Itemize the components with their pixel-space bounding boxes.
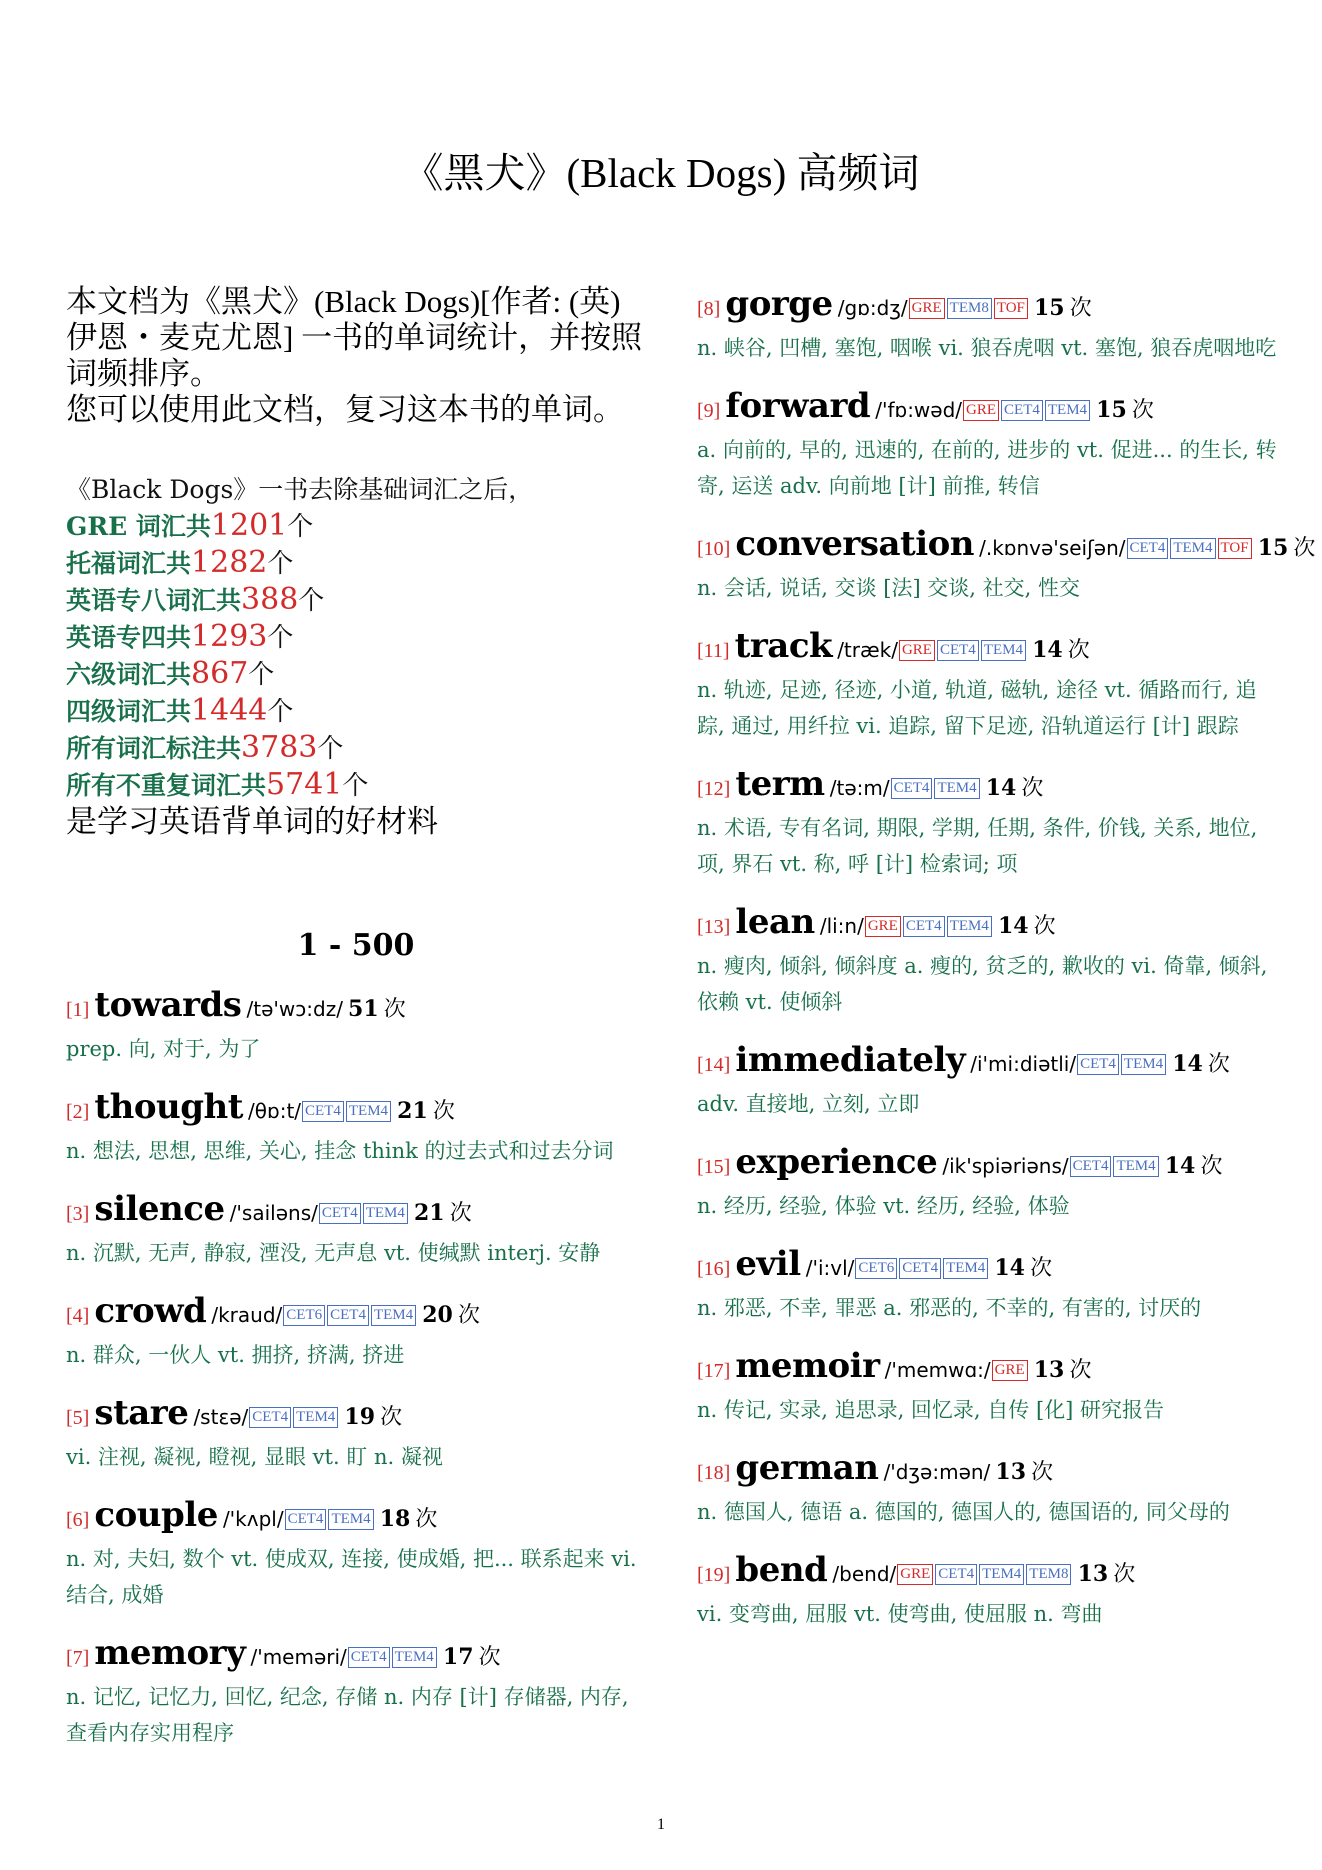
word-entry	[66, 1189, 646, 1271]
entry-head	[697, 1550, 1277, 1596]
entry-index: [6]	[66, 1509, 90, 1531]
entry-definition: n. 群众, 一伙人 vt. 拥挤, 挤满, 挤进	[66, 1343, 405, 1367]
stat-suffix: 共	[166, 697, 192, 726]
word-entry	[697, 1346, 1277, 1428]
stat-value: 388	[241, 582, 299, 617]
count-unit: 次	[1113, 1562, 1136, 1587]
tag-badge: CET4	[285, 1509, 327, 1530]
entry-ipa: /i'mi:diətli/	[970, 1052, 1077, 1076]
word-entry	[697, 626, 1277, 744]
entry-count: 14	[1172, 1051, 1203, 1077]
entry-word: stare	[94, 1393, 189, 1433]
entry-count: 14	[985, 775, 1017, 801]
tag-badge: GRE	[899, 640, 935, 661]
tag-badge: GRE	[963, 400, 999, 421]
entry-head	[66, 1291, 646, 1337]
range-heading: 1 - 500	[297, 928, 415, 963]
entry-word: immediately	[735, 1040, 966, 1080]
tag-badge: TEM8	[947, 298, 992, 319]
entry-ipa: /'dʒə:mən/	[883, 1460, 991, 1484]
entry-count: 14	[997, 913, 1029, 939]
entry-count: 15	[1034, 295, 1065, 321]
stat-line	[66, 582, 646, 619]
stat-line	[66, 767, 646, 804]
entry-definition: prep. 向, 对于, 为了	[66, 1037, 261, 1061]
stat-value: 1444	[191, 693, 268, 728]
page-number: 1	[657, 1816, 665, 1833]
entry-index: [13]	[697, 916, 731, 938]
tag-badge: CET4	[1077, 1054, 1119, 1075]
word-entry	[697, 1142, 1277, 1224]
entry-count: 19	[344, 1404, 376, 1430]
entry-count: 21	[397, 1098, 428, 1124]
word-entry	[697, 764, 1277, 882]
entry-head	[697, 1040, 1277, 1086]
tag-badge: TEM4	[947, 916, 992, 937]
entry-head	[66, 985, 646, 1031]
tag-badge: TEM4	[981, 640, 1026, 661]
tag-badge: TEM8	[1026, 1564, 1071, 1585]
count-unit: 次	[415, 1507, 438, 1532]
tag-badge: CET4	[1001, 400, 1043, 421]
word-entry	[66, 1291, 646, 1373]
entry-ipa: /'meməri/	[250, 1645, 347, 1669]
entry-head	[697, 1142, 1277, 1188]
entry-index: [11]	[697, 640, 730, 662]
entry-ipa: /stεə/	[193, 1405, 249, 1429]
tag-badge: CET4	[249, 1407, 291, 1428]
tag-badge: TOF	[1218, 538, 1252, 559]
stat-suffix: 共	[166, 549, 192, 578]
entries-right	[697, 284, 1316, 1632]
tag-badge: CET4	[937, 640, 979, 661]
tag-badge: TEM4	[1121, 1054, 1166, 1075]
stat-line	[66, 730, 646, 767]
entry-head	[697, 1448, 1277, 1494]
entry-count: 18	[379, 1506, 411, 1532]
tag-badge: GRE	[992, 1360, 1028, 1381]
entry-definition: n. 传记, 实录, 追思录, 回忆录, 自传 [化] 研究报告	[697, 1398, 1165, 1422]
entry-head	[697, 284, 1277, 330]
count-unit: 次	[478, 1645, 501, 1670]
entry-word: gorge	[725, 284, 833, 324]
count-unit: 次	[1131, 398, 1154, 423]
stat-unit: 个	[267, 697, 294, 727]
entry-word: forward	[725, 386, 871, 426]
entry-ipa: /tə'wɔ:dz/	[246, 997, 343, 1021]
stat-line	[66, 508, 646, 545]
tag-badge: TEM4	[1045, 400, 1090, 421]
entry-word: memory	[94, 1633, 246, 1673]
tag-badge: CET4	[903, 916, 945, 937]
entry-definition: vi. 变弯曲, 屈服 vt. 使弯曲, 使屈服 n. 弯曲	[697, 1602, 1103, 1626]
entry-definition: n. 瘦肉, 倾斜, 倾斜度 a. 瘦的, 贫乏的, 歉收的 vi. 倚靠, 倾斜, 依赖 vt. 使倾斜	[697, 954, 1268, 1014]
entry-head	[697, 386, 1277, 432]
entry-definition: n. 会话, 说话, 交谈 [法] 交谈, 社交, 性交	[697, 576, 1081, 600]
tag-badge: CET4	[302, 1101, 344, 1122]
right-column	[697, 284, 1316, 1652]
count-unit: 次	[1067, 638, 1090, 663]
entry-ipa: /'sailəns/	[229, 1201, 318, 1225]
count-unit: 次	[1030, 1256, 1053, 1281]
entry-definition: n. 德国人, 德语 a. 德国的, 德国人的, 德国语的, 同父母的	[697, 1500, 1230, 1524]
entry-count: 20	[422, 1302, 453, 1328]
tag-badge: CET4	[899, 1258, 941, 1279]
entry-head	[697, 1346, 1277, 1392]
entry-ipa: /tə:m/	[829, 776, 890, 800]
tag-badge: TEM4	[371, 1305, 416, 1326]
stat-unit: 个	[298, 586, 325, 616]
entry-definition: n. 沉默, 无声, 静寂, 湮没, 无声息 vt. 使缄默 interj. 安静	[66, 1241, 601, 1265]
entry-index: [2]	[66, 1101, 90, 1123]
entry-index: [18]	[697, 1462, 731, 1484]
page-title: 《黑犬》(Black Dogs) 高频词	[402, 150, 920, 196]
entry-index: [14]	[697, 1054, 731, 1076]
stats-head: 《Black Dogs》一书去除基础词汇之后，	[66, 475, 534, 504]
entry-head	[66, 1393, 646, 1439]
stats-list	[66, 508, 646, 804]
entry-word: thought	[94, 1087, 243, 1127]
tag-badge: CET4	[319, 1203, 361, 1224]
stat-value: 1282	[191, 545, 268, 580]
tag-badge: CET6	[855, 1258, 897, 1279]
tag-badge: TEM4	[293, 1407, 338, 1428]
entry-ipa: /θɒ:t/	[248, 1099, 302, 1123]
entry-ipa: /kraud/	[211, 1303, 283, 1327]
word-entry	[697, 1244, 1277, 1326]
entry-ipa: /li:n/	[819, 914, 864, 938]
entry-count: 15	[1096, 397, 1127, 423]
entry-count: 14	[1164, 1153, 1196, 1179]
entry-ipa: /ik'spiəriəns/	[942, 1154, 1069, 1178]
count-unit: 次	[1033, 914, 1056, 939]
stat-unit: 个	[317, 734, 344, 764]
entry-word: track	[734, 626, 833, 666]
stat-line	[66, 619, 646, 656]
intro-line-2: 您可以使用此文档，复习这本书的单词。	[66, 392, 624, 427]
entry-index: [1]	[66, 999, 90, 1021]
entry-word: lean	[735, 902, 815, 942]
tag-badge: CET4	[935, 1564, 977, 1585]
entry-word: crowd	[94, 1291, 207, 1331]
word-entry	[66, 1495, 646, 1613]
tag-badge: GRE	[909, 298, 945, 319]
entry-definition: n. 邪恶, 不幸, 罪恶 a. 邪恶的, 不幸的, 有害的, 讨厌的	[697, 1296, 1202, 1320]
entry-word: bend	[735, 1550, 828, 1590]
word-entry	[697, 1550, 1277, 1632]
entry-ipa: /bend/	[832, 1562, 897, 1586]
count-unit: 次	[457, 1303, 480, 1328]
word-entry	[66, 985, 646, 1067]
stat-label: 六级词汇	[66, 660, 167, 689]
entry-head	[66, 1087, 646, 1133]
intro	[66, 284, 646, 428]
entry-ipa: /'memwɑ:/	[884, 1358, 991, 1382]
entry-word: silence	[94, 1189, 225, 1229]
count-unit: 次	[1069, 296, 1092, 321]
stat-unit: 个	[342, 771, 369, 801]
stat-line	[66, 693, 646, 730]
entry-count: 17	[442, 1644, 474, 1670]
count-unit: 次	[380, 1405, 403, 1430]
entry-ipa: /gɒ:dʒ/	[837, 296, 908, 320]
stat-suffix: 共	[241, 771, 267, 800]
stat-suffix: 共	[166, 660, 192, 689]
entry-definition: n. 对, 夫妇, 数个 vt. 使成双, 连接, 使成婚, 把... 联系起来 vi. 结合, 成婚	[66, 1547, 637, 1607]
stat-label: 英语专四	[66, 623, 167, 652]
entry-head	[66, 1495, 646, 1541]
entry-count: 13	[1033, 1357, 1065, 1383]
entry-index: [3]	[66, 1203, 90, 1225]
count-unit: 次	[1293, 536, 1316, 561]
entry-ipa: /'i:vl/	[805, 1256, 855, 1280]
stat-value: 3783	[241, 730, 318, 765]
stat-line	[66, 656, 646, 693]
stat-line	[66, 545, 646, 582]
tag-badge: TEM4	[979, 1564, 1024, 1585]
word-entry	[697, 1448, 1277, 1530]
tag-badge: CET4	[1070, 1156, 1112, 1177]
entry-word: german	[735, 1448, 879, 1488]
entry-definition: a. 向前的, 早的, 迅速的, 在前的, 进步的 vt. 促进... 的生长, 转寄, 运送 adv. 向前地 [计] 前推, 转信	[697, 438, 1277, 498]
tag-badge: TEM4	[363, 1203, 408, 1224]
tag-badge: TEM4	[1170, 538, 1215, 559]
entry-count: 21	[413, 1200, 445, 1226]
stat-value: 1293	[191, 619, 268, 654]
entry-definition: n. 峡谷, 凹槽, 塞饱, 咽喉 vi. 狼吞虎咽 vt. 塞饱, 狼吞虎咽地吃	[697, 336, 1277, 360]
entry-word: conversation	[735, 524, 975, 564]
tag-badge: TEM4	[943, 1258, 988, 1279]
tag-badge: TEM4	[1113, 1156, 1158, 1177]
entry-word: experience	[735, 1142, 938, 1182]
entry-head	[697, 524, 1316, 570]
count-unit: 次	[432, 1099, 455, 1124]
entry-ipa: /'kʌpl/	[222, 1507, 284, 1531]
entry-word: memoir	[735, 1346, 880, 1386]
entry-ipa: /.kɒnvə'seiʃən/	[979, 536, 1126, 560]
stat-value: 867	[191, 656, 249, 691]
entry-definition: n. 记忆, 记忆力, 回忆, 纪念, 存储 n. 内存 [计] 存储器, 内存, 查看内存实用程序	[66, 1685, 629, 1745]
stat-unit: 个	[267, 623, 294, 653]
stat-unit: 个	[287, 512, 314, 542]
stat-suffix: 共	[216, 734, 242, 763]
entry-index: [7]	[66, 1647, 90, 1669]
entry-index: [17]	[697, 1360, 731, 1382]
stat-label: 托福词汇	[66, 549, 167, 578]
count-unit: 次	[1021, 776, 1044, 801]
tag-badge: TOF	[994, 298, 1028, 319]
tag-badge: TEM4	[346, 1101, 391, 1122]
entry-count: 13	[1077, 1561, 1109, 1587]
count-unit: 次	[383, 997, 406, 1022]
word-entry	[697, 1040, 1277, 1122]
entry-definition: n. 想法, 思想, 思维, 关心, 挂念 think 的过去式和过去分词	[66, 1139, 614, 1163]
tag-badge: TEM4	[328, 1509, 373, 1530]
word-entry	[697, 386, 1277, 504]
entry-head	[66, 1633, 646, 1679]
entry-index: [10]	[697, 538, 731, 560]
stat-suffix: 共	[185, 512, 211, 541]
entry-head	[697, 626, 1277, 672]
word-entry	[697, 524, 1316, 606]
entry-head	[66, 1189, 646, 1235]
stat-label: 所有词汇标注	[66, 734, 217, 763]
entry-definition: n. 经历, 经验, 体验 vt. 经历, 经验, 体验	[697, 1194, 1070, 1218]
count-unit: 次	[1200, 1154, 1223, 1179]
tag-badge: CET4	[1127, 538, 1169, 559]
entry-index: [4]	[66, 1305, 90, 1327]
tag-badge: CET4	[348, 1647, 390, 1668]
entry-definition: n. 轨迹, 足迹, 径迹, 小道, 轨道, 磁轨, 途径 vt. 循路而行, 追踪, 通过, 用纤拉 vi. 追踪, 留下足迹, 沿轨道运行 [计] 跟踪	[697, 678, 1257, 738]
entry-word: couple	[94, 1495, 218, 1535]
entry-index: [19]	[697, 1564, 731, 1586]
stat-unit: 个	[267, 549, 294, 579]
entry-definition: vi. 注视, 凝视, 瞪视, 显眼 vt. 盯 n. 凝视	[66, 1445, 443, 1469]
tag-badge: CET4	[891, 778, 933, 799]
entry-count: 14	[994, 1255, 1025, 1281]
intro-line-1: 本文档为《黑犬》(Black Dogs)[作者: (英) 伊恩・麦克尤恩] 一书的单词统计，并按照词频排序。	[66, 284, 643, 391]
stat-label: 英语专八词汇	[66, 586, 217, 615]
entry-count: 15	[1257, 535, 1289, 561]
count-unit: 次	[1207, 1052, 1230, 1077]
entry-index: [5]	[66, 1407, 90, 1429]
entry-count: 13	[995, 1459, 1027, 1485]
tag-badge: TEM4	[392, 1647, 437, 1668]
tag-badge: CET4	[327, 1305, 369, 1326]
count-unit: 次	[1031, 1460, 1054, 1485]
entry-definition: n. 术语, 专有名词, 期限, 学期, 任期, 条件, 价钱, 关系, 地位, 项, 界石 vt. 称, 呼 [计] 检索词; 项	[697, 816, 1258, 876]
tag-badge: GRE	[897, 1564, 933, 1585]
entry-ipa: /'fɒ:wəd/	[875, 398, 963, 422]
tag-badge: GRE	[865, 916, 901, 937]
entry-index: [8]	[697, 298, 721, 320]
stats-closing: 是学习英语背单词的好材料	[66, 804, 438, 839]
word-entry	[66, 1087, 646, 1169]
word-entry	[66, 1633, 646, 1751]
stat-label: 所有不重复词汇	[66, 771, 242, 800]
stats-block	[66, 472, 646, 840]
entry-index: [12]	[697, 778, 731, 800]
tag-badge: CET6	[283, 1305, 325, 1326]
entry-count: 51	[348, 996, 379, 1022]
entry-ipa: /træk/	[837, 638, 898, 662]
entry-word: towards	[94, 985, 242, 1025]
word-entry	[697, 284, 1277, 366]
entry-index: [9]	[697, 400, 721, 422]
entries-left	[66, 985, 646, 1751]
left-column	[66, 284, 646, 1771]
word-entry	[66, 1393, 646, 1475]
count-unit: 次	[449, 1201, 472, 1226]
entry-index: [16]	[697, 1258, 731, 1280]
entry-definition: adv. 直接地, 立刻, 立即	[697, 1092, 920, 1116]
stat-label: GRE 词汇	[66, 512, 186, 541]
stat-label: 四级词汇	[66, 697, 167, 726]
entry-word: term	[735, 764, 825, 804]
stat-value: 5741	[266, 767, 343, 802]
entry-head	[697, 1244, 1277, 1290]
entry-head	[697, 902, 1277, 948]
stat-suffix: 共	[216, 586, 242, 615]
entry-index: [15]	[697, 1156, 731, 1178]
entry-word: evil	[735, 1244, 801, 1284]
tag-badge: TEM4	[934, 778, 979, 799]
entry-head	[697, 764, 1277, 810]
stat-unit: 个	[248, 660, 275, 690]
word-entry	[697, 902, 1277, 1020]
entry-count: 14	[1032, 637, 1063, 663]
count-unit: 次	[1069, 1358, 1092, 1383]
stat-value: 1201	[210, 508, 288, 543]
stat-suffix: 共	[166, 623, 192, 652]
